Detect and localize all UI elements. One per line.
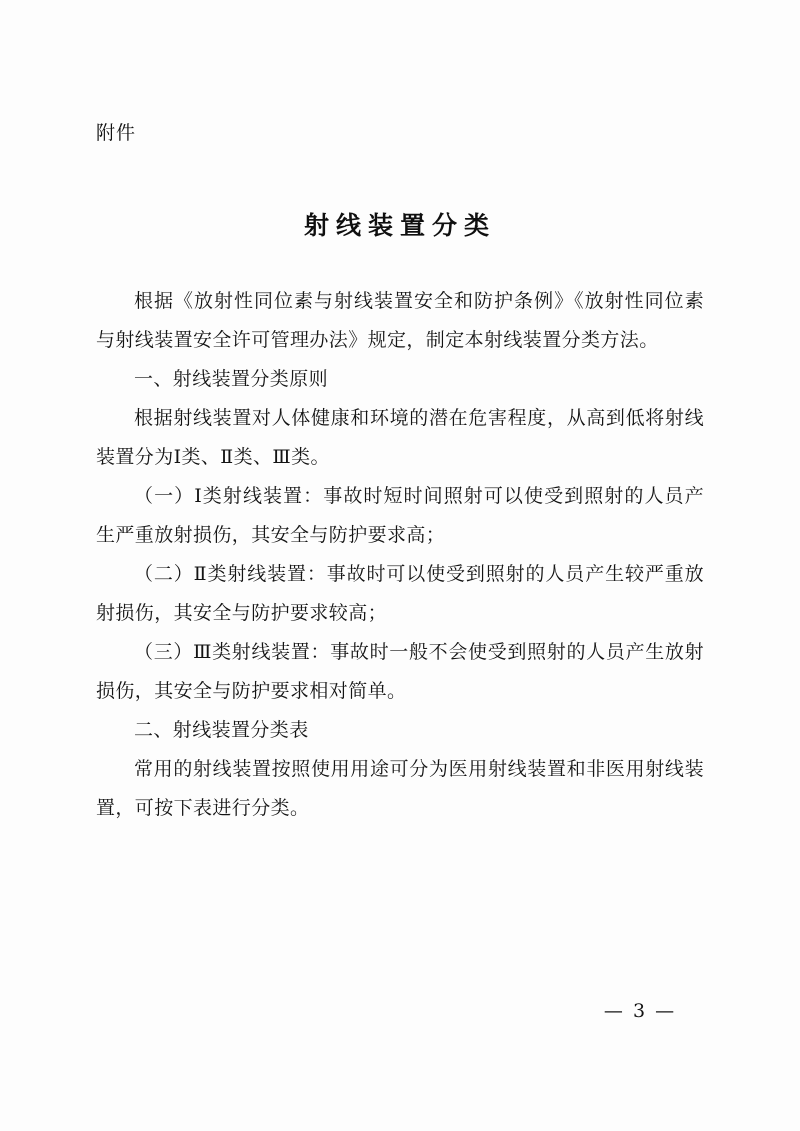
paragraph: （二）Ⅱ类射线装置：事故时可以使受到照射的人员产生较严重放射损伤，其安全与防护要求较高；: [96, 563, 704, 624]
paragraph: 一、射线装置分类原则: [134, 368, 329, 390]
paragraph: 根据《放射性同位素与射线装置安全和防护条例》《放射性同位素与射线装置安全许可管理办法》规定，制定本射线装置分类方法。: [96, 290, 704, 351]
paragraph: （三）Ⅲ类射线装置：事故时一般不会使受到照射的人员产生放射损伤，其安全与防护要求相对简单。: [96, 641, 704, 702]
document-content: [96, 118, 704, 828]
paragraph: 根据射线装置对人体健康和环境的潜在危害程度，从高到低将射线装置分为Ⅰ类、Ⅱ类、Ⅲ类。: [96, 407, 704, 468]
page-title: 射线装置分类: [303, 211, 496, 240]
page-number: — 3 —: [603, 1000, 677, 1022]
body-text: [96, 282, 704, 828]
paragraph: 二、射线装置分类表: [134, 719, 309, 741]
attachment-label: 附件: [96, 122, 137, 144]
paragraph: 常用的射线装置按照使用用途可分为医用射线装置和非医用射线装置，可按下表进行分类。: [96, 758, 704, 819]
paragraph: （一）Ⅰ类射线装置：事故时短时间照射可以使受到照射的人员产生严重放射损伤，其安全与防护要求高；: [96, 485, 704, 546]
